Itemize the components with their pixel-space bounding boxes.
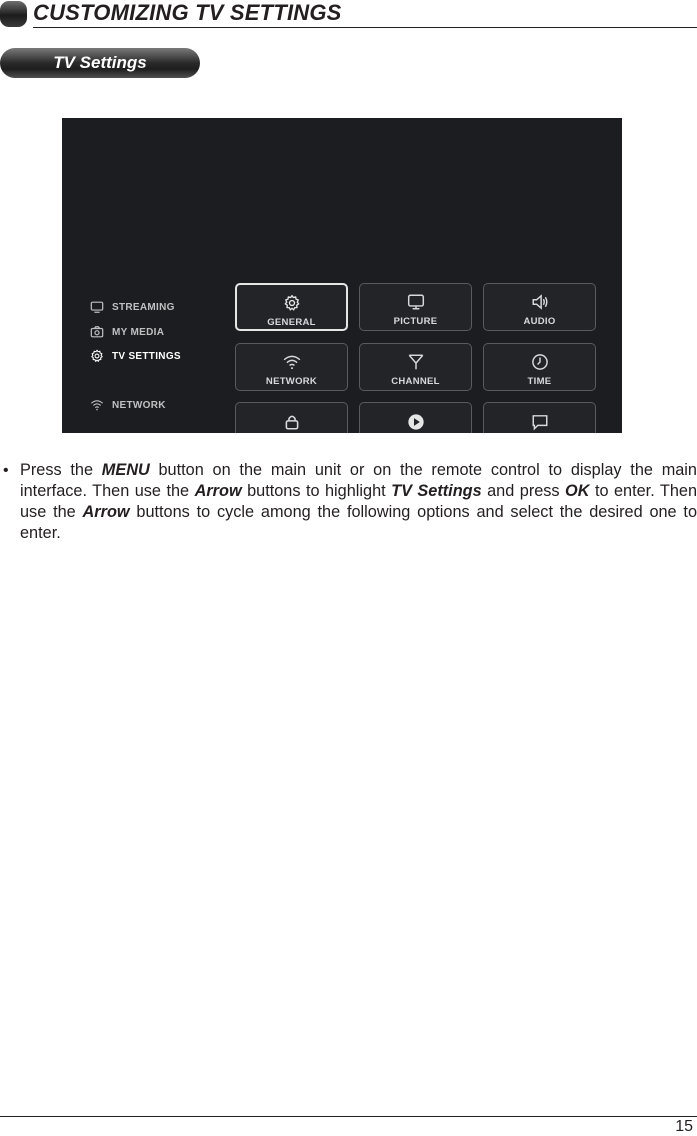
tile-general[interactable] [235,283,348,331]
gear-icon [90,349,104,363]
sidebar-item-network[interactable] [90,398,166,412]
chat-icon [531,413,549,431]
tile-label: AUDIO [523,316,556,327]
speaker-icon [531,293,549,311]
tile-channel[interactable] [359,343,472,391]
wifi-icon [283,353,301,371]
text-run: button on the main unit or on the remote control to display the main interface. Then use the [20,461,697,500]
page-header [0,0,697,30]
tile-label: GENERAL [267,317,316,328]
text-run: to enter. Then use the [20,482,697,521]
header-divider [33,27,697,28]
text-run: and press [481,482,566,500]
antenna-icon [407,353,425,371]
tile-label: NETWORK [265,376,318,387]
text-run: buttons to highlight [241,482,392,500]
page-title: CUSTOMIZING TV SETTINGS [33,0,342,25]
sidebar-item-label: NETWORK [112,399,166,411]
wifi-icon [90,398,104,412]
key-ok: OK [565,482,590,500]
tile-time[interactable] [483,343,596,391]
text-run: buttons to cycle among the following options and select the desired one to enter. [20,503,697,542]
page-number: 15 [675,1118,693,1135]
tile-network[interactable] [235,343,348,391]
tv-screen-illustration [62,118,622,433]
key-menu: MENU [101,461,150,479]
sidebar-item-tv-settings[interactable] [90,349,181,363]
footer-divider [0,1116,697,1117]
section-label: TV Settings [0,48,200,78]
sidebar-item-label: STREAMING [112,301,175,313]
sidebar-item-label: TV SETTINGS [112,350,181,362]
bullet-marker: • [3,462,9,479]
text-run: Press the [20,461,102,479]
tile-chat[interactable] [483,402,596,433]
tile-audio[interactable] [483,283,596,331]
gear-icon [283,294,301,312]
key-tv-settings: TV Settings [391,482,482,500]
camera-icon [90,325,104,339]
tile-label: TIME [527,376,552,387]
header-pill-icon [0,1,27,27]
key-arrow: Arrow [194,482,242,500]
clock-icon [531,353,549,371]
sidebar-item-streaming[interactable] [90,300,175,314]
tile-play[interactable] [359,402,472,433]
tile-label: CHANNEL [391,376,440,387]
play-icon [407,413,425,431]
lock-icon [283,413,301,431]
sidebar-item-label: MY MEDIA [112,326,165,338]
tile-picture[interactable] [359,283,472,331]
tile-lock[interactable] [235,402,348,433]
tile-label: PICTURE [393,316,438,327]
instruction-paragraph [20,460,697,544]
key-arrow: Arrow [82,503,130,521]
tv-icon [90,300,104,314]
monitor-icon [407,293,425,311]
sidebar-item-my-media[interactable] [90,325,164,339]
